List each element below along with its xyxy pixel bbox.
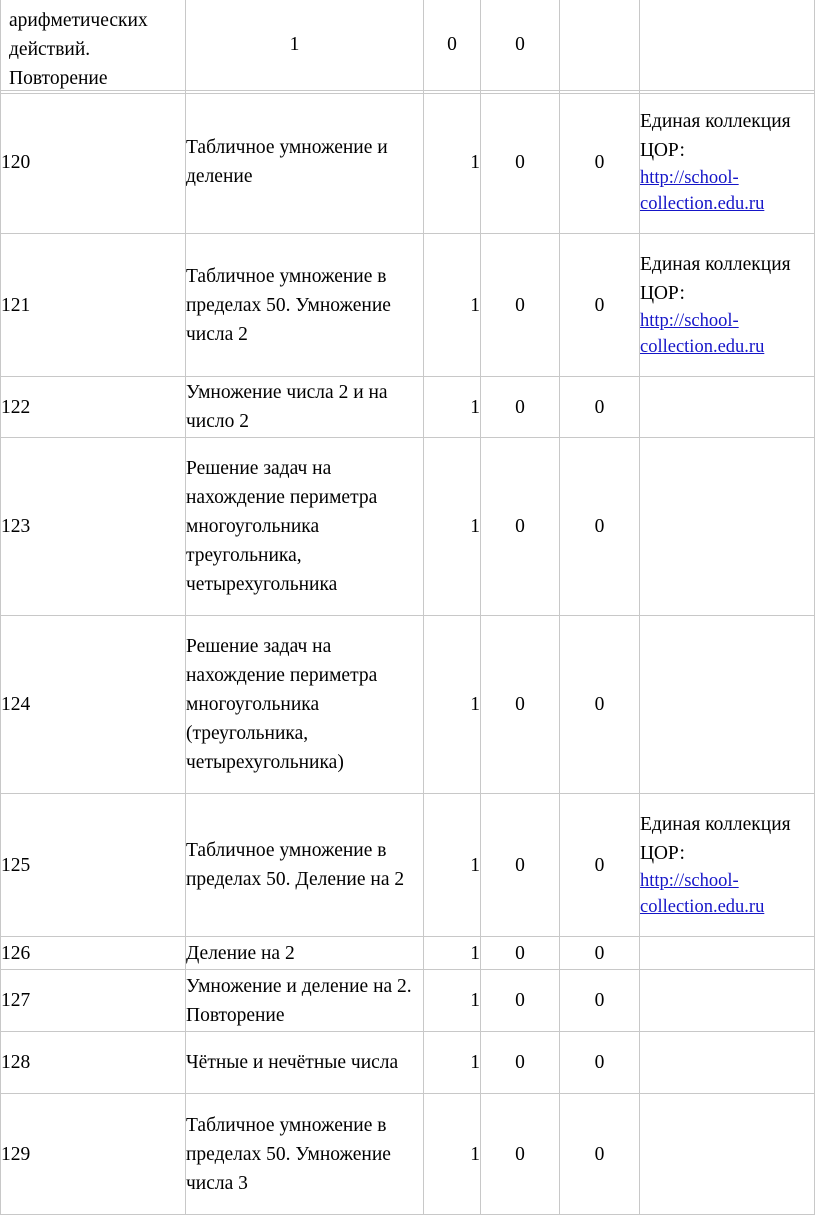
hours-value: 1 <box>470 694 480 715</box>
table-body <box>1 0 815 94</box>
control-value-cell <box>481 438 560 616</box>
resource-cell <box>640 1094 815 1215</box>
hours-value-cell <box>424 234 481 377</box>
practical-value: 0 <box>594 1052 605 1073</box>
lesson-title: Табличное умножение в пределах 50. Деление на 2 <box>186 840 405 890</box>
lesson-title-cell <box>186 377 424 438</box>
lesson-title-cell <box>186 937 424 970</box>
lesson-number: 127 <box>1 990 31 1011</box>
practical-value-cell <box>560 1032 640 1094</box>
table-row <box>1 616 815 794</box>
table-row <box>1 91 815 234</box>
control-value: 0 <box>515 1143 525 1165</box>
lesson-title: арифметических действий. Повторение <box>9 10 148 89</box>
resource-cell <box>640 438 815 616</box>
lesson-number-cell <box>1 970 186 1032</box>
resource-cell <box>640 970 815 1032</box>
lesson-title-cell <box>186 1032 424 1094</box>
practical-value: 0 <box>594 942 605 964</box>
practical-value-cell <box>560 91 640 234</box>
lesson-title-cell <box>186 234 424 377</box>
hours-value: 1 <box>470 1143 480 1165</box>
table-row <box>1 1094 815 1215</box>
table-row-partial <box>1 0 815 94</box>
lesson-number-cell <box>1 794 186 937</box>
table-row <box>1 1032 815 1094</box>
hours-value: 1 <box>470 151 480 173</box>
resource-label: Единая коллекция ЦОР: <box>640 814 791 864</box>
lesson-number-cell <box>1 1094 186 1215</box>
control-value: 0 <box>515 1052 525 1073</box>
hours-value: 1 <box>470 396 480 418</box>
practical-value-cell <box>560 1094 640 1215</box>
control-value-cell <box>481 970 560 1032</box>
practical-value: 0 <box>594 396 605 418</box>
lesson-title-cell <box>186 438 424 616</box>
practical-value: 0 <box>594 1143 605 1165</box>
practical-value-cell <box>560 616 640 794</box>
table-row <box>1 794 815 937</box>
control-value: 0 <box>515 294 525 316</box>
lesson-number: 129 <box>1 1143 31 1165</box>
practical-value: 0 <box>594 990 605 1011</box>
hours-value-cell <box>424 91 481 234</box>
practical-value-cell <box>560 970 640 1032</box>
lesson-number-cell <box>1 377 186 438</box>
lesson-plan-table-main <box>0 90 815 1215</box>
hours-value: 1 <box>470 854 480 876</box>
lesson-number-cell <box>1 438 186 616</box>
practical-value: 0 <box>594 854 605 876</box>
lesson-title: Чётные и нечётные числа <box>186 1052 399 1073</box>
practical-value-cell <box>560 234 640 377</box>
lesson-title: Умножение и деление на 2. Повторение <box>186 975 412 1026</box>
resource-cell <box>640 794 815 937</box>
hours-value-cell <box>424 794 481 937</box>
hours-value: 1 <box>289 34 300 55</box>
table-row <box>1 377 815 438</box>
hours-value-cell <box>424 1094 481 1215</box>
lesson-title: Табличное умножение в пределах 50. Умножение числа 3 <box>186 1114 391 1194</box>
lesson-title: Деление на 2 <box>186 942 295 964</box>
empty-cell <box>640 0 815 94</box>
lesson-number: 122 <box>1 396 31 418</box>
lesson-number: 124 <box>1 694 31 715</box>
resource-cell <box>640 377 815 438</box>
lesson-number: 126 <box>1 942 31 964</box>
control-value: 0 <box>515 694 525 715</box>
resource-label: Единая коллекция ЦОР: <box>640 111 791 161</box>
hours-value-cell <box>424 438 481 616</box>
lesson-title-cell <box>186 794 424 937</box>
lesson-title-cell <box>186 1094 424 1215</box>
practical-value: 0 <box>594 151 605 173</box>
control-value: 0 <box>515 151 525 173</box>
practical-value-cell <box>560 438 640 616</box>
resource-cell <box>640 91 815 234</box>
practical-value: 0 <box>515 34 525 55</box>
hours-value-cell <box>424 377 481 438</box>
lesson-number: 128 <box>1 1052 31 1073</box>
control-value: 0 <box>515 516 525 537</box>
resource-link[interactable]: http://school-collection.edu.ru <box>640 311 765 357</box>
control-value-cell <box>481 1094 560 1215</box>
lesson-title-cell <box>186 970 424 1032</box>
hours-value: 1 <box>470 942 480 964</box>
resource-cell <box>640 616 815 794</box>
control-value: 0 <box>515 942 525 964</box>
resource-cell <box>640 1032 815 1094</box>
control-value-cell <box>481 794 560 937</box>
lesson-title-cell <box>1 0 186 94</box>
lesson-title: Табличное умножение и деление <box>186 137 388 187</box>
control-value-cell <box>481 377 560 438</box>
control-value: 0 <box>515 854 525 876</box>
control-value-cell <box>481 616 560 794</box>
control-value-cell <box>481 234 560 377</box>
table-row <box>1 937 815 970</box>
lesson-plan-table <box>0 0 815 94</box>
resource-link[interactable]: http://school-collection.edu.ru <box>640 871 765 917</box>
resource-label: Единая коллекция ЦОР: <box>640 254 791 304</box>
hours-value-cell <box>424 616 481 794</box>
hours-value-cell <box>424 1032 481 1094</box>
lesson-number-cell <box>1 616 186 794</box>
lesson-number-cell <box>1 937 186 970</box>
control-cell <box>424 0 481 94</box>
table-body-main <box>1 91 815 1215</box>
lesson-title: Табличное умножение в пределах 50. Умножение числа 2 <box>186 265 391 345</box>
lesson-number: 125 <box>1 854 31 876</box>
hours-value-cell <box>424 970 481 1032</box>
control-value: 0 <box>515 990 525 1011</box>
practical-value-cell <box>560 377 640 438</box>
table-row <box>1 970 815 1032</box>
lesson-title: Решение задач на нахождение периметра многоугольника (треугольника, четырехугольника) <box>186 636 378 773</box>
lesson-title: Умножение числа 2 и на число 2 <box>186 382 388 432</box>
hours-value: 1 <box>470 516 480 537</box>
lesson-number-cell <box>1 234 186 377</box>
practical-value-cell <box>560 937 640 970</box>
practical-value: 0 <box>594 694 605 715</box>
lesson-number-cell <box>1 1032 186 1094</box>
lesson-number-cell <box>1 91 186 234</box>
lesson-title-cell <box>186 91 424 234</box>
control-value-cell <box>481 1032 560 1094</box>
control-value-cell <box>481 91 560 234</box>
resource-link[interactable]: http://school-collection.edu.ru <box>640 168 765 214</box>
resource-cell <box>640 937 815 970</box>
lesson-title-cell <box>186 616 424 794</box>
lesson-title: Решение задач на нахождение периметра многоугольника треугольника, четырехугольника <box>186 458 378 595</box>
table-row <box>1 438 815 616</box>
lesson-number: 123 <box>1 516 31 537</box>
practical-cell <box>481 0 560 94</box>
hours-value: 1 <box>470 990 480 1011</box>
practical-value: 0 <box>594 294 605 316</box>
resource-cell <box>560 0 640 94</box>
control-value-cell <box>481 937 560 970</box>
control-value: 0 <box>515 396 525 418</box>
practical-value: 0 <box>594 516 605 537</box>
table-row <box>1 234 815 377</box>
hours-value: 1 <box>470 1052 480 1073</box>
resource-cell <box>640 234 815 377</box>
hours-cell <box>186 0 424 94</box>
control-value: 0 <box>447 34 457 55</box>
lesson-number: 120 <box>1 151 31 173</box>
practical-value-cell <box>560 794 640 937</box>
hours-value-cell <box>424 937 481 970</box>
lesson-number: 121 <box>1 294 31 316</box>
hours-value: 1 <box>470 294 480 316</box>
